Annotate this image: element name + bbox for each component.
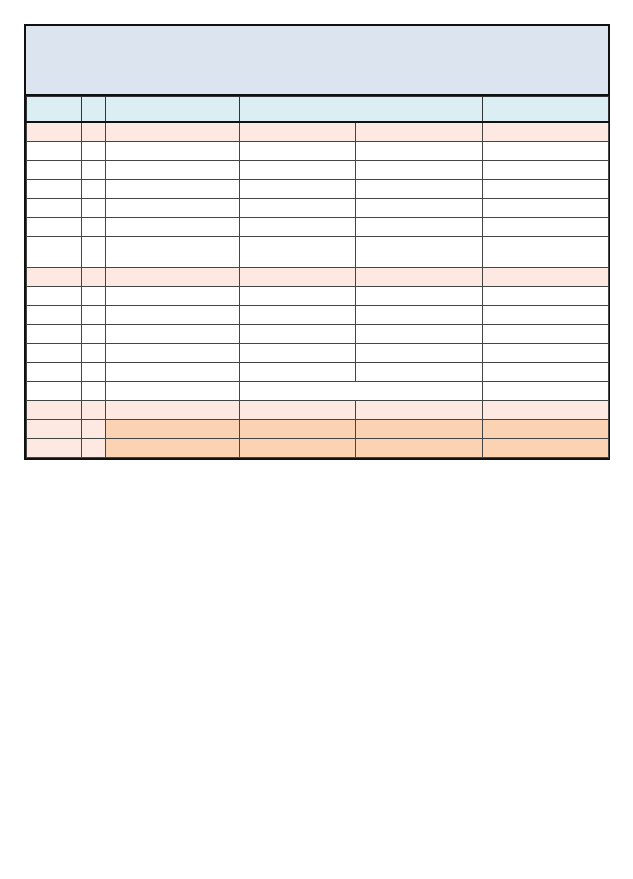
etc-cell [483,325,609,344]
day-cell [82,218,106,237]
date-cell [27,180,82,199]
parish-event-cell [356,420,483,439]
etc-cell [483,306,609,325]
date-cell [27,218,82,237]
date-cell [27,325,82,344]
day-cell [82,142,106,161]
day-cell [82,420,106,439]
parish-event-cell [356,161,483,180]
day-cell [82,306,106,325]
header-parish-events [240,97,483,123]
etc-cell [483,382,609,401]
liturgy-cell [106,218,240,237]
etc-cell [483,268,609,287]
etc-cell [483,180,609,199]
liturgy-cell [106,122,240,142]
day-cell [82,199,106,218]
table-row [27,122,609,142]
day-cell [82,382,106,401]
etc-cell [483,218,609,237]
parish-event-cell [356,306,483,325]
liturgy-cell [106,237,240,268]
parish-event-cell [240,306,356,325]
etc-cell [483,420,609,439]
parish-event-cell [240,180,356,199]
liturgy-cell [106,180,240,199]
header-etc [483,97,609,123]
etc-cell [483,237,609,268]
table-row [27,218,609,237]
date-cell [27,363,82,382]
parish-event-cell [356,218,483,237]
parish-event-cell [356,344,483,363]
date-cell [27,344,82,363]
table-row [27,325,609,344]
day-cell [82,363,106,382]
day-cell [82,439,106,458]
day-cell [82,161,106,180]
liturgy-cell [106,306,240,325]
header-row [27,97,609,123]
table-row [27,287,609,306]
table-row [27,268,609,287]
date-cell [27,287,82,306]
parish-event-cell [240,420,356,439]
date-cell [27,122,82,142]
parish-event-cell [356,268,483,287]
date-cell [27,142,82,161]
liturgy-cell [106,439,240,458]
etc-cell [483,401,609,420]
table-row [27,420,609,439]
date-cell [27,306,82,325]
schedule-body [27,122,609,458]
parish-event-cell [356,142,483,161]
table-row [27,237,609,268]
day-cell [82,180,106,199]
liturgy-cell [106,420,240,439]
parish-event-cell [356,325,483,344]
parish-event-cell [240,268,356,287]
liturgy-cell [106,161,240,180]
parish-event-cell [356,199,483,218]
liturgy-cell [106,268,240,287]
schedule-sheet [24,24,610,460]
parish-event-cell [240,363,356,382]
parish-event-cell [356,401,483,420]
etc-cell [483,363,609,382]
parish-event-cell [356,287,483,306]
header-date [27,97,82,123]
liturgy-cell [106,344,240,363]
date-cell [27,161,82,180]
parish-event-cell [356,122,483,142]
etc-cell [483,122,609,142]
day-cell [82,325,106,344]
day-cell [82,237,106,268]
date-cell [27,401,82,420]
parish-event-cell [240,199,356,218]
date-cell [27,382,82,401]
liturgy-cell [106,401,240,420]
date-cell [27,199,82,218]
parish-event-cell [356,439,483,458]
day-cell [82,344,106,363]
table-row [27,439,609,458]
liturgy-cell [106,382,240,401]
etc-cell [483,344,609,363]
parish-event-cell [240,237,356,268]
etc-cell [483,161,609,180]
liturgy-cell [106,363,240,382]
etc-cell [483,439,609,458]
date-cell [27,420,82,439]
table-row [27,161,609,180]
date-cell [27,237,82,268]
liturgy-cell [106,287,240,306]
etc-cell [483,142,609,161]
page-title [26,26,608,96]
table-row [27,142,609,161]
parish-event-cell [240,287,356,306]
parish-event-cell [240,122,356,142]
liturgy-cell [106,325,240,344]
etc-cell [483,199,609,218]
day-cell [82,287,106,306]
table-row [27,344,609,363]
table-row [27,382,609,401]
parish-event-cell [240,161,356,180]
parish-event-cell [356,363,483,382]
parish-event-cell [240,382,483,401]
table-row [27,199,609,218]
day-cell [82,268,106,287]
table-row [27,306,609,325]
etc-cell [483,287,609,306]
header-day [82,97,106,123]
parish-event-cell [240,401,356,420]
date-cell [27,439,82,458]
liturgy-cell [106,142,240,161]
day-cell [82,401,106,420]
header-liturgy [106,97,240,123]
parish-event-cell [240,142,356,161]
parish-event-cell [356,237,483,268]
parish-event-cell [240,218,356,237]
liturgy-cell [106,199,240,218]
schedule-table [26,96,609,458]
table-row [27,180,609,199]
day-cell [82,122,106,142]
table-row [27,363,609,382]
parish-event-cell [356,180,483,199]
parish-event-cell [240,439,356,458]
date-cell [27,268,82,287]
table-row [27,401,609,420]
parish-event-cell [240,344,356,363]
parish-event-cell [240,325,356,344]
